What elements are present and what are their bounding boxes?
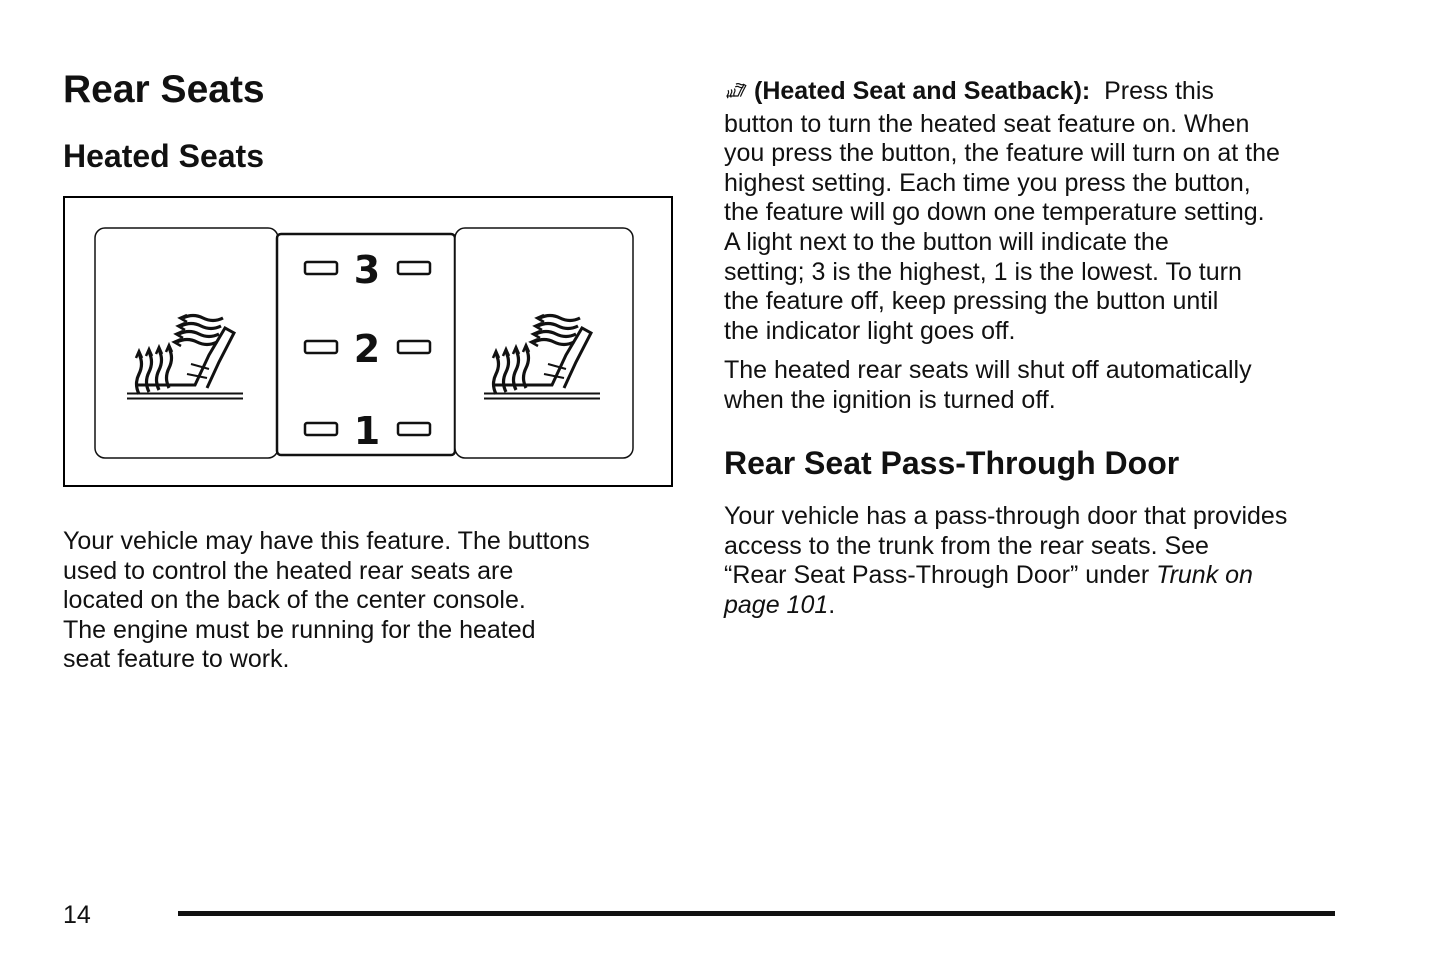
indicator-light — [398, 262, 430, 274]
indicator-light — [305, 423, 337, 435]
heated-seats-description: Your vehicle may have this feature. The buttons used to control the heated rear seats are located on the back of the center console. The engine must be running for the heated seat feature to work. — [63, 527, 590, 674]
page-title: Rear Seats — [63, 68, 265, 111]
heated-seat-controls-figure — [63, 196, 673, 487]
level-label-1: 1 — [353, 409, 381, 453]
trunk-page-reference-link-cont[interactable]: page 101 — [724, 590, 829, 619]
pass-through-heading: Rear Seat Pass-Through Door — [724, 445, 1180, 481]
footer-rule — [178, 911, 1335, 916]
pass-through-description: Your vehicle has a pass-through door that provides access to the trunk from the rear seats. See “Rear Seat Pass-Through Door” under Trunk on page 101. — [724, 502, 1288, 619]
button-description: (Heated Seat and Seatback): Press this button to turn the heated seat feature on. When you press the button, the feature will turn on at the highest setting. Each time you press the button, the feature will go down one temperature setting. A light next to the button will indicate the setting; 3 is the highest, 1 is the lowest. To turn the feature off, keep pressing the button until the indicator light goes off. — [724, 77, 1280, 345]
indicator-light — [398, 341, 430, 353]
level-label-2: 2 — [353, 327, 381, 371]
indicator-light — [305, 341, 337, 353]
auto-shutoff-note: The heated rear seats will shut off automatically when the ignition is turned off. — [724, 356, 1252, 414]
right-heated-seat-button[interactable] — [455, 228, 633, 458]
button-label: (Heated Seat and Seatback): — [754, 77, 1091, 105]
indicator-light — [305, 262, 337, 274]
heated-seat-and-seatback-icon — [724, 78, 748, 110]
trunk-page-reference-link[interactable]: Trunk on — [1156, 561, 1253, 590]
figure-drawing — [65, 198, 675, 489]
left-heated-seat-button[interactable] — [95, 228, 278, 458]
heated-seats-heading: Heated Seats — [63, 138, 264, 174]
level-label-3: 3 — [353, 248, 381, 292]
page-number: 14 — [63, 901, 91, 929]
indicator-light — [398, 423, 430, 435]
